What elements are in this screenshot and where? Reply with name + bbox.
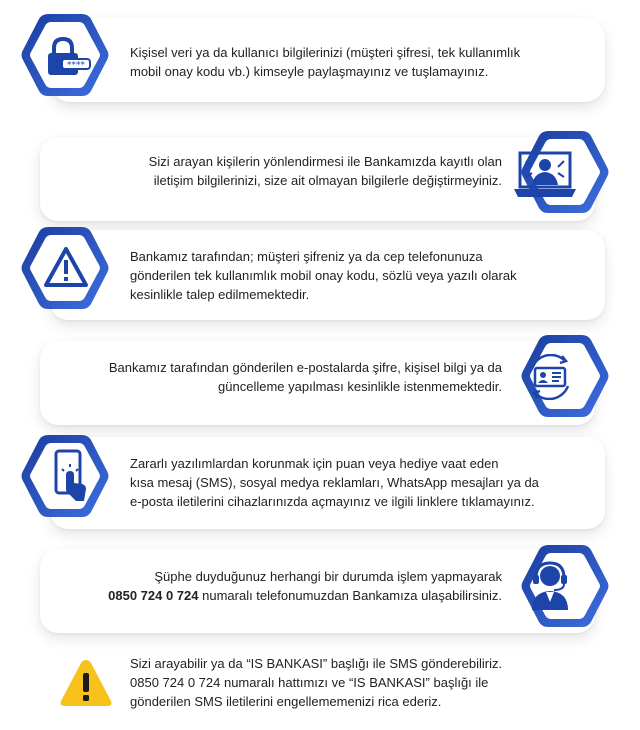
info-row-2: [0, 115, 640, 225]
info-row-6: [0, 535, 640, 645]
id-card-refresh-icon: [524, 354, 576, 400]
info-row-5: [0, 425, 640, 540]
laptop-hacker-icon: [512, 151, 578, 201]
svg-text:****: ****: [67, 60, 85, 71]
info-text: Kişisel veri ya da kullanıcı bilgilerinizi (müşteri şifresi, tek kullanımlık mobil onay kodu vb.) kimseyle paylaşmayınız ve tuşlamayınız.: [130, 45, 521, 79]
phone-tap-icon: [50, 449, 90, 505]
info-text: Bankamız tarafından gönderilen e-postalarda şifre, kişisel bilgi ya da güncelleme yapılması kesinlikle istenmemektedir.: [108, 360, 502, 394]
lock-icon: [44, 37, 92, 77]
info-row-4: [0, 325, 640, 435]
warning-icon: [43, 246, 89, 288]
info-text: Şüphe duyduğunuz herhangi bir durumda işlem yapmayarak 0850 724 0 724 numaralı telefonumuzdan Bankamıza ulaşabilirsiniz.: [108, 569, 502, 603]
info-text: Sizi arayan kişilerin yönlendirmesi ile Bankamızda kayıtlı olan iletişim bilgilerinizi, size ait olmayan bilgilerle değiştirmeyiniz.: [148, 154, 502, 188]
info-text: Sizi arayabilir ya da “IS BANKASI” başlığı ile SMS gönderebiliriz. 0850 724 0 724 numaralı hattımızı ve “IS BANKASI” başlığı ile gönderilen SMS iletilerini engellememenizi rica ederiz.: [130, 656, 503, 709]
call-center-icon: [528, 560, 572, 612]
info-text: Bankamız tarafından; müşteri şifreniz ya da cep telefonunuza gönderilen tek kullanımlık mobil onay kodu, sözlü veya yazılı olarak kesinlikle talep edilmemektedir.: [130, 249, 517, 302]
info-text: Zararlı yazılımlardan korunmak için puan veya hediye vaat eden kısa mesaj (SMS), sosyal medya reklamları, WhatsApp mesajları ya da e-posta iletilerini cihazlarınızda açmayınız ve ilgili linklere tıklamayınız.: [130, 456, 539, 509]
phone-number: 0850 724 0 724: [108, 588, 199, 603]
info-row-7: [0, 645, 640, 730]
info-row-3: [0, 218, 640, 328]
warning-triangle-icon: [58, 657, 114, 709]
info-row-1: [0, 0, 640, 110]
